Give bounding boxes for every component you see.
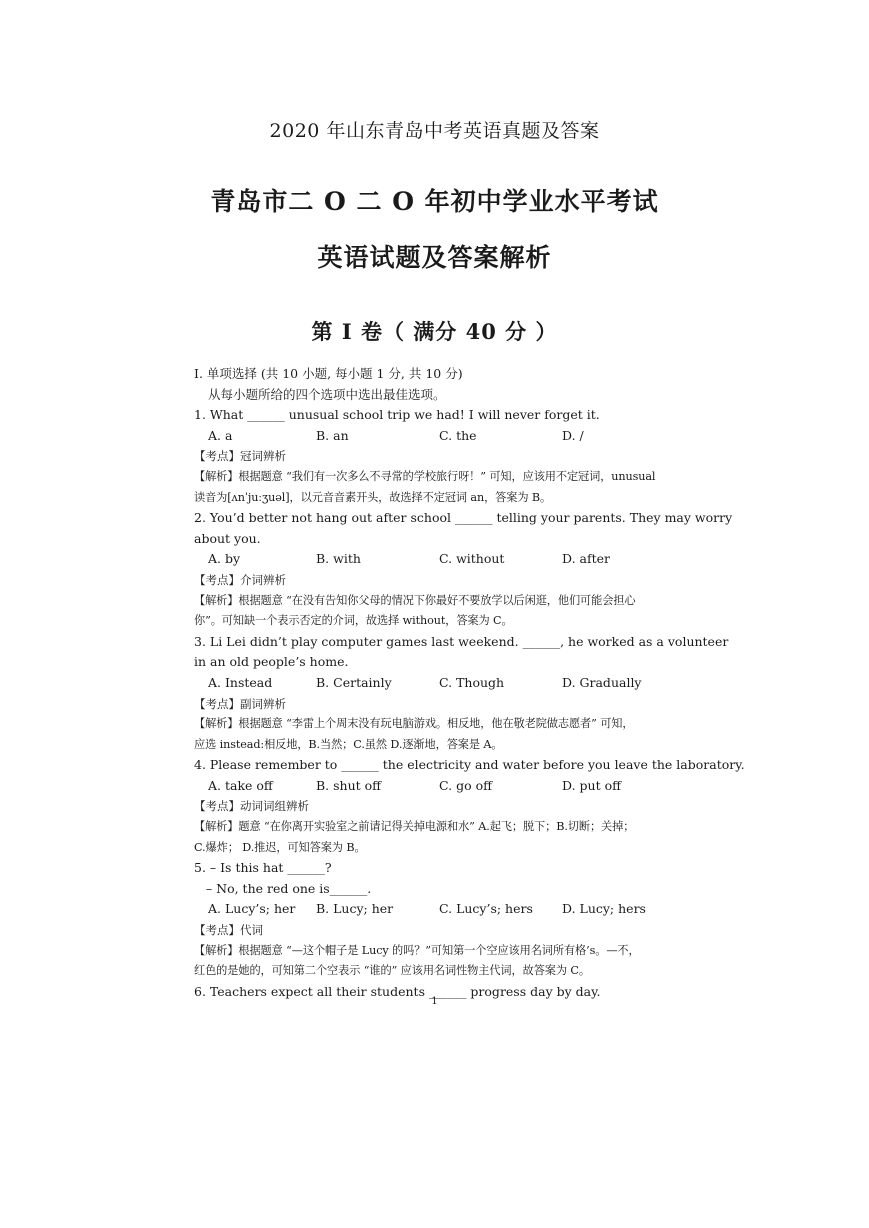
option-d: D. Lucy; hers (562, 901, 646, 917)
question-2 (194, 508, 733, 632)
option-a: A. Instead (208, 674, 273, 690)
question-point: 【考点】副词辨析 (194, 696, 286, 711)
question-options (194, 899, 684, 920)
option-d: D. put off (562, 777, 621, 793)
question-stem: 1. What ______ unusual school trip we had! I will never forget it. (194, 407, 600, 423)
question-stem: 2. You’d better not hang out after school ______ telling your parents. They may worry (194, 510, 733, 526)
question-1 (194, 405, 684, 508)
option-a: A. take off (208, 777, 273, 793)
question-point: 【考点】代词 (194, 923, 263, 938)
option-d: D. Gradually (562, 674, 642, 690)
option-a: A. by (208, 551, 241, 567)
exam-heading-line2: 英语试题及答案解析 (317, 243, 552, 272)
question-analysis: 应选 instead:相反地，B.当然；C.虽然 D.逐渐地，答案是 A。 (194, 737, 503, 751)
option-c: C. the (439, 427, 477, 443)
question-stem: about you. (194, 530, 261, 546)
question-point: 【考点】介词辨析 (194, 572, 286, 587)
question-stem: in an old people’s home. (194, 654, 349, 670)
option-a: A. a (208, 427, 233, 443)
question-4 (194, 755, 745, 858)
question-stem: 4. Please remember to ______ the electricity and water before you leave the laboratory. (194, 757, 745, 773)
question-options (194, 426, 684, 447)
exam-heading-line1: 青岛市二 O 二 O 年初中学业水平考试 (210, 187, 659, 216)
question-point: 【考点】动词词组辨析 (194, 799, 309, 814)
option-b: B. Lucy; her (316, 901, 394, 917)
option-b: B. an (316, 427, 349, 443)
question-stem: 3. Li Lei didn’t play computer games last weekend. ______, he worked as a volunteer (194, 633, 729, 649)
question-point: 【考点】冠词辨析 (194, 449, 286, 464)
question-options (194, 673, 684, 694)
question-options (194, 549, 684, 570)
question-analysis: 【解析】根据题意 “在没有告知你父母的情况下你最好不要放学以后闲逛，他们可能会担心 (194, 593, 636, 607)
question-analysis: C.爆炸； D.推迟，可知答案为 B。 (194, 840, 366, 854)
option-c: C. go off (439, 777, 492, 793)
option-b: B. shut off (316, 777, 382, 793)
question-analysis: 【解析】根据题意 “我们有一次多么不寻常的学校旅行呀！” 可知，应该用不定冠词，unusual (194, 469, 656, 483)
question-analysis: 【解析】题意 “在你离开实验室之前请记得关掉电源和水” A.起飞；脱下；B.切断；关掉； (194, 820, 635, 834)
question-analysis: 红色的是她的，可知第二个空表示 “谁的” 应该用名词性物主代词，故答案为 C。 (194, 964, 590, 978)
option-d: D. after (562, 551, 610, 567)
question-3 (194, 632, 729, 756)
question-5 (194, 858, 684, 982)
page-number: 1 (431, 996, 438, 1007)
question-analysis: 【解析】根据题意 “—这个帽子是 Lucy 的吗？”可知第一个空应该用名词所有格’s。—不， (194, 943, 640, 957)
document-title: 2020 年山东青岛中考英语真题及答案 (269, 120, 600, 142)
section-instruction: 从每小题所给的四个选项中选出最佳选项。 (208, 386, 446, 402)
question-stem: 5. – Is this hat ______? (194, 860, 332, 876)
question-analysis: 你”。可知缺一个表示否定的介词，故选择 without，答案为 C。 (194, 614, 513, 628)
questions-content (194, 364, 745, 1002)
question-analysis: 【解析】根据题意 “李雷上个周末没有玩电脑游戏。相反地，他在敬老院做志愿者” 可知， (194, 717, 634, 731)
question-analysis: 读音为[ʌnˈjuːʒuəl]，以元音音素开头，故选择不定冠词 an，答案为 B。 (194, 490, 552, 504)
option-d: D. / (562, 427, 584, 443)
option-c: C. Lucy’s; hers (439, 901, 533, 917)
option-b: B. with (316, 551, 361, 567)
section-title: I. 单项选择 (共 10 小题, 每小题 1 分, 共 10 分) (194, 366, 463, 381)
question-stem: – No, the red one is______. (194, 880, 372, 896)
question-stem: 6. Teachers expect all their students ______ progress day by day. (194, 983, 601, 999)
question-options (194, 776, 684, 797)
option-a: A. Lucy’s; her (208, 901, 296, 917)
volume-title: 第 I 卷（ 满分 40 分 ） (311, 319, 558, 344)
option-b: B. Certainly (316, 674, 392, 690)
option-c: C. without (439, 551, 505, 567)
option-c: C. Though (439, 674, 505, 690)
